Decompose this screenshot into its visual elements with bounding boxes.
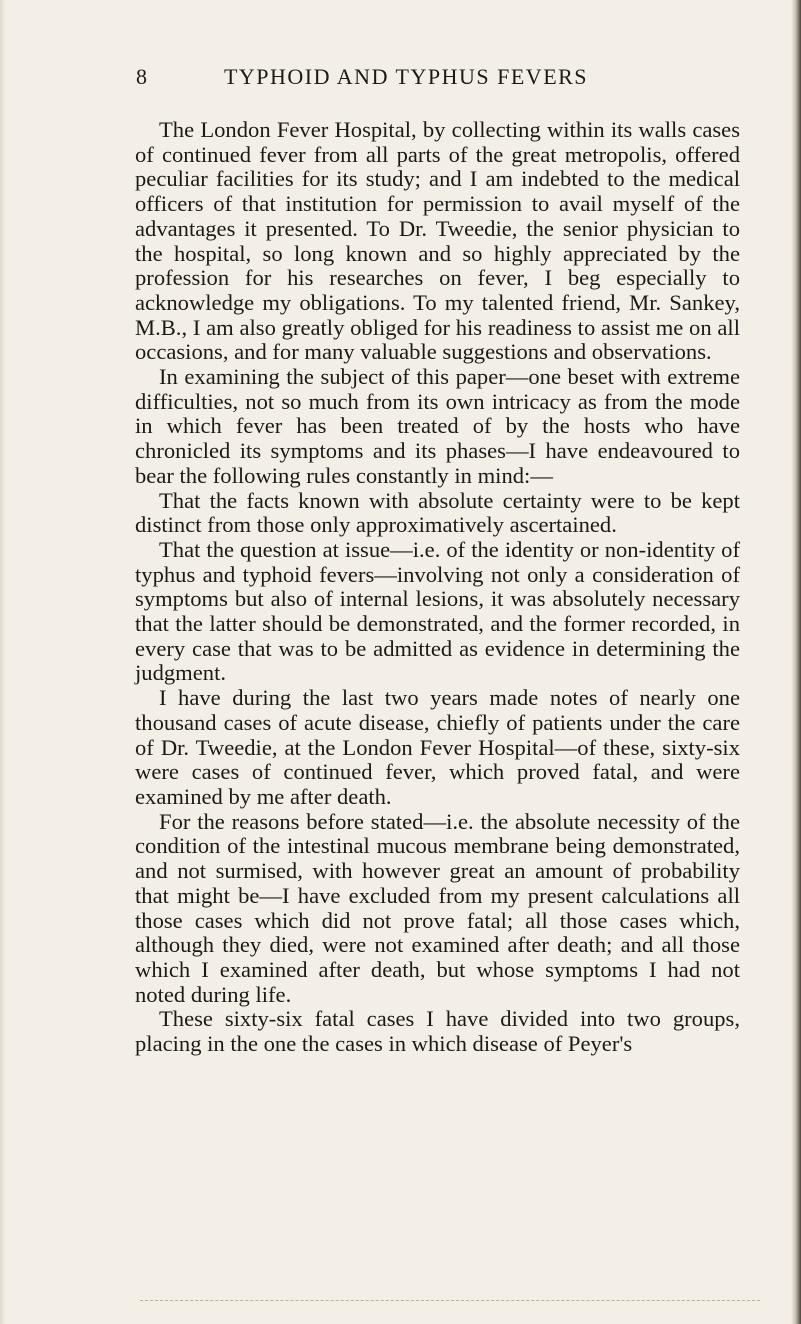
paragraph: The London Fever Hospital, by collecting within its walls cases of continued fever from all parts of the great metropolis, offered peculiar facilities for its study; and I am indebted to the medical officers of that institution for permission to avail myself of the advantages it presented. To Dr. Tweedie, the senior physician to the hospital, so long known and so highly appreciated by the profession for his researches on fever, I beg especially to acknowledge my obligations. To my talented friend, Mr. Sankey, M.B., I am also greatly obliged for his readiness to assist me on all occasions, and for many valuable suggestions and observations. bbox=[135, 117, 740, 365]
paragraph: For the reasons before stated—i.e. the absolute necessity of the condition of the intestinal mucous membrane being demonstrated, and not surmised, with however great an amount of probability that might be—I have excluded from my present calculations all those cases which did not prove fatal; all those cases which, although they died, were not examined after death; and all those which I examined after death, but whose symptoms I had not noted during life. bbox=[135, 808, 740, 1007]
paragraph: That the facts known with absolute certainty were to be kept distinct from those only approximatively ascertained. bbox=[135, 487, 740, 538]
page-edge bbox=[791, 0, 801, 1324]
paragraph: In examining the subject of this paper—one beset with extreme difficulties, not so much from its own intricacy as from the mode in which fever has been treated of by the hosts who have chronicled its symptoms and its phases—I have endeavoured to bear the following rules constantly in mind:— bbox=[135, 364, 740, 488]
bottom-edge-mark bbox=[140, 1300, 760, 1302]
paragraph: I have during the last two years made notes of nearly one thousand cases of acute disease, chiefly of patients under the care of Dr. Tweedie, at the London Fever Hospital—of these, sixty-six were cases of continued fever, which proved fatal, and were examined by me after death. bbox=[135, 685, 740, 809]
paragraph: That the question at issue—i.e. of the identity or non-identity of typhus and typhoid fevers—involving not only a consideration of symptoms but also of internal lesions, it was absolutely necessary that the latter should be demonstrated, and the former recorded, in every case that was to be admitted as evidence in determining the judgment. bbox=[135, 536, 740, 686]
running-head bbox=[136, 64, 676, 104]
running-title: TYPHOID AND TYPHUS FEVERS bbox=[223, 64, 589, 89]
page-gutter-shadow bbox=[0, 0, 6, 1324]
page-number: 8 bbox=[136, 64, 148, 89]
body-text bbox=[135, 118, 740, 1057]
paragraph: These sixty-six fatal cases I have divided into two groups, placing in the one the cases in which disease of Peyer's bbox=[135, 1006, 740, 1057]
